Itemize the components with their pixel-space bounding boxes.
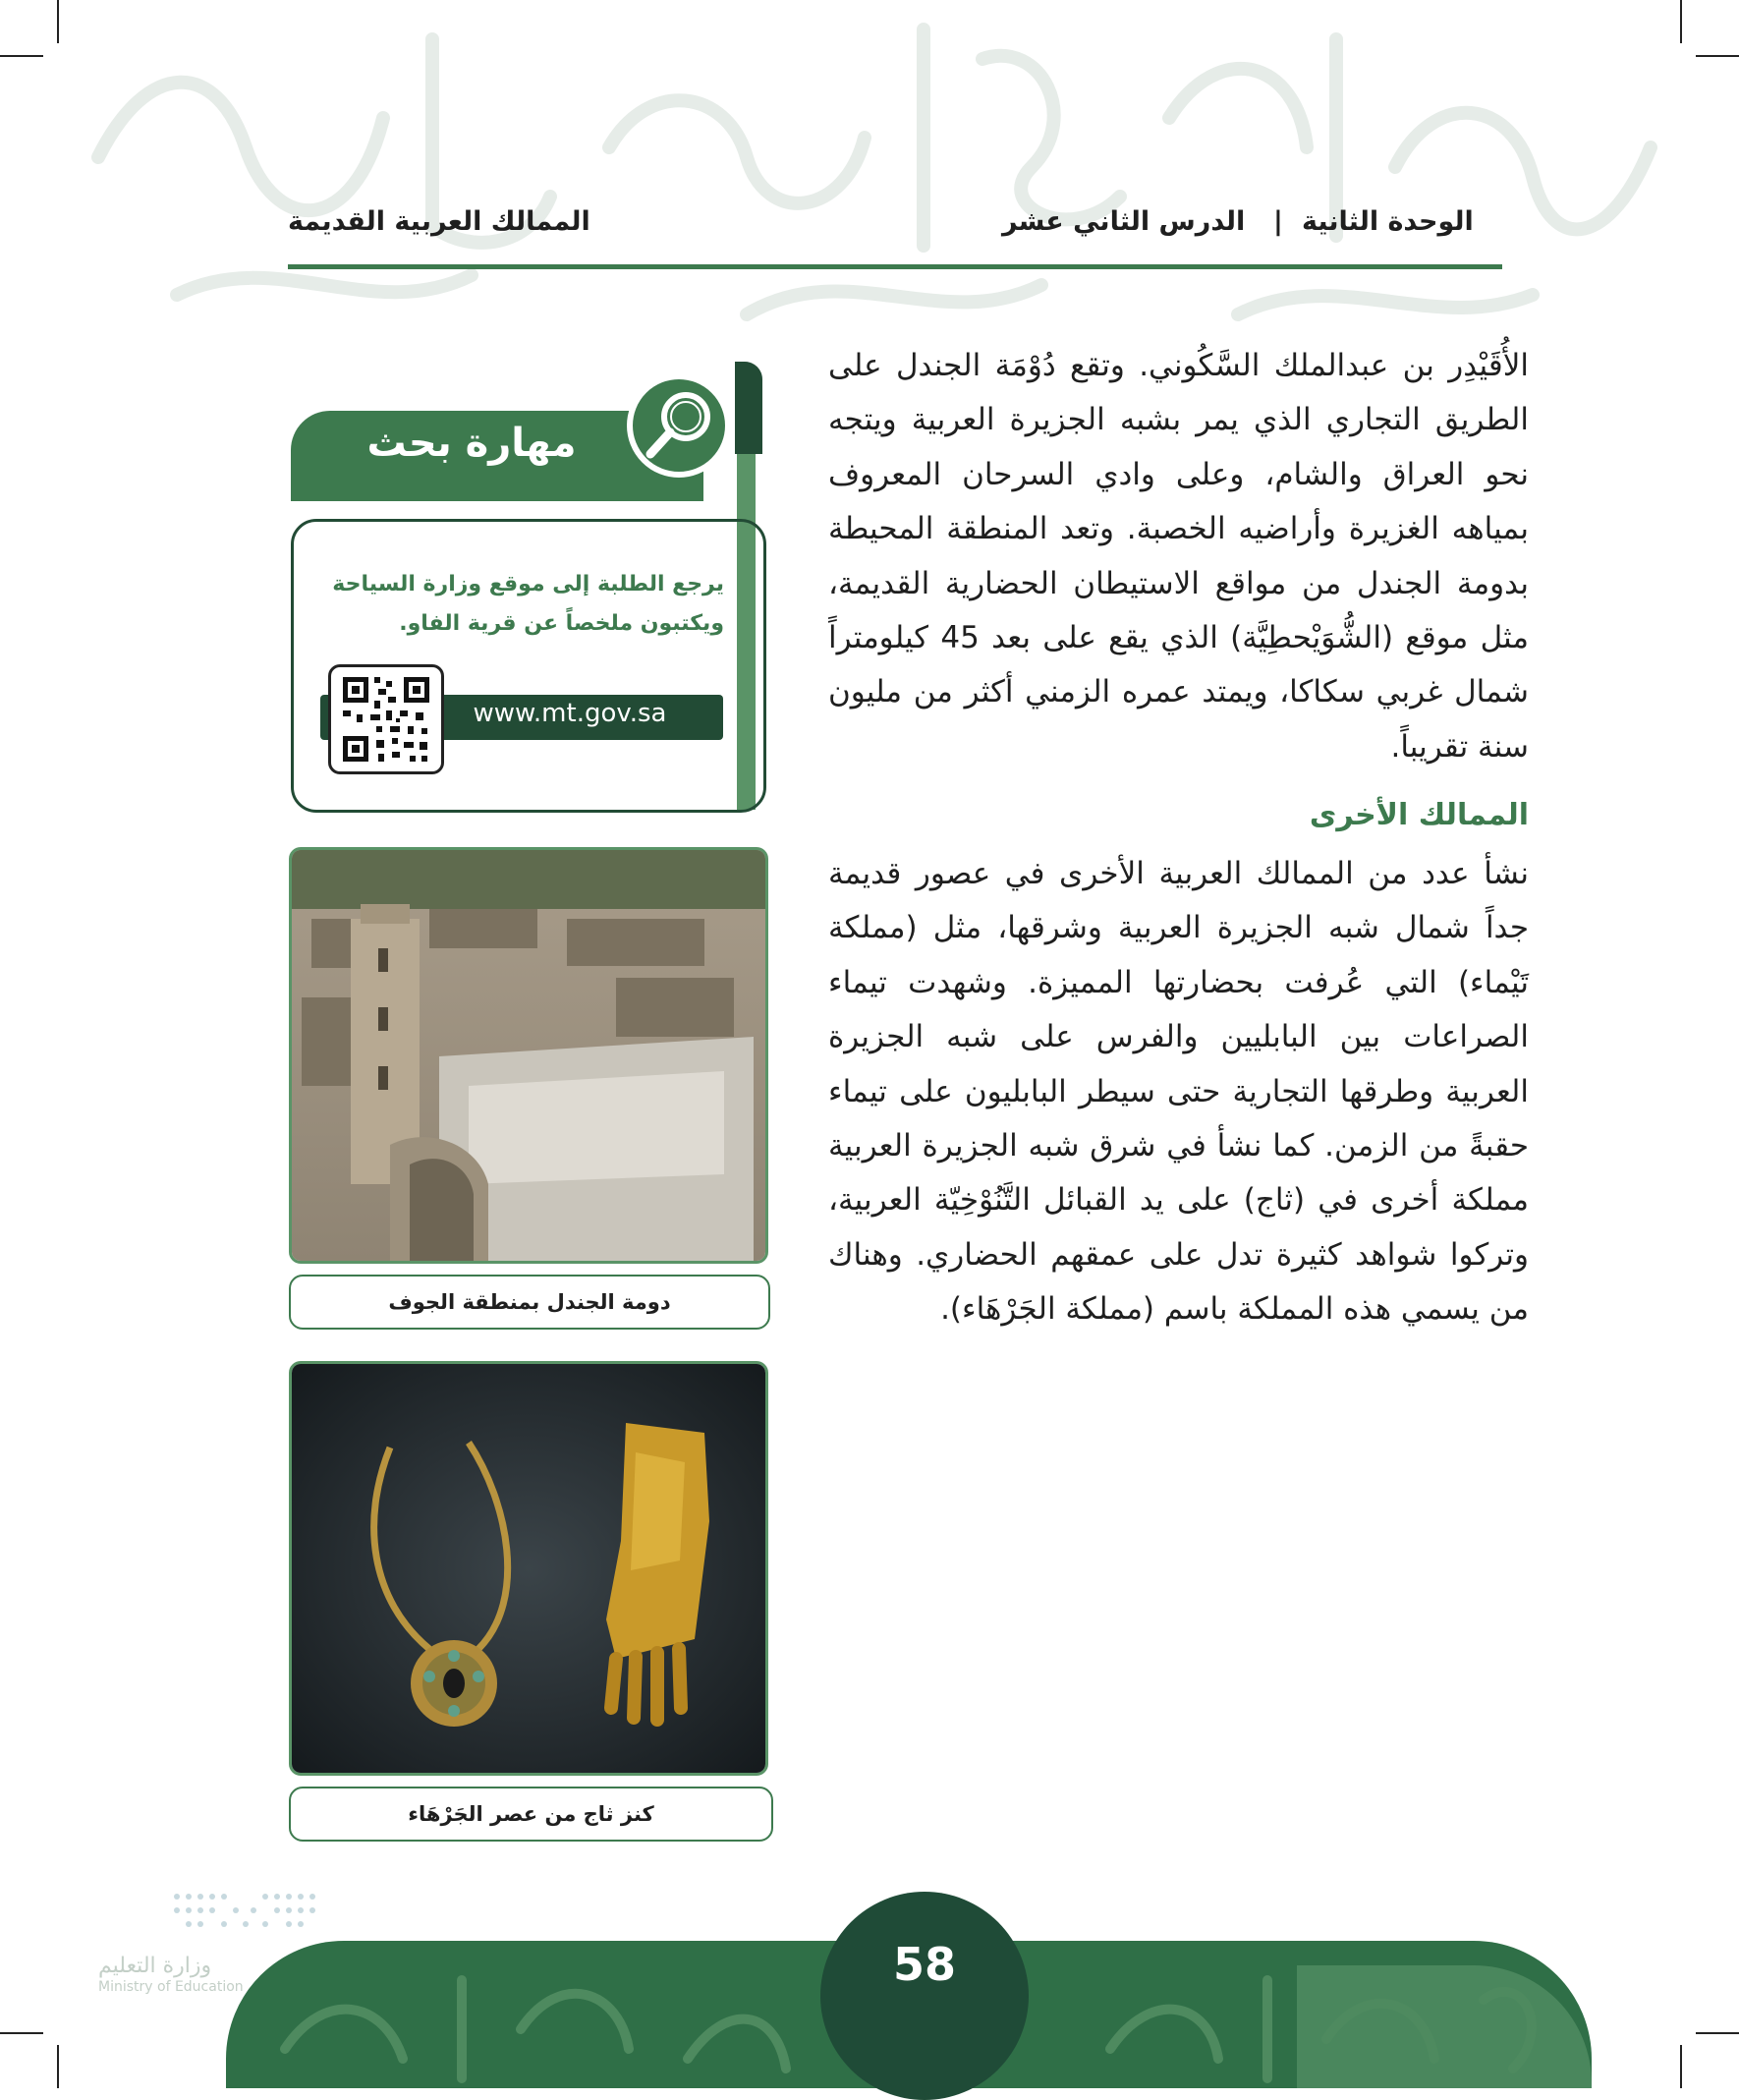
crop-mark — [1680, 0, 1682, 43]
research-url[interactable]: www.mt.gov.sa — [473, 699, 667, 728]
crop-mark — [1680, 2045, 1682, 2088]
crop-mark — [1696, 2032, 1739, 2034]
thaj-treasure-photo — [289, 1361, 768, 1776]
crop-mark — [0, 55, 43, 57]
page-number: 58 — [892, 1938, 956, 1991]
magnifier-icon — [627, 373, 731, 478]
header-unit: الوحدة الثانية — [1302, 206, 1474, 237]
ministry-logo-text: وزارة التعليم — [98, 1954, 212, 1978]
qr-code-icon[interactable] — [328, 664, 444, 774]
section-heading: الممالك الأخرى — [1309, 798, 1529, 832]
header-lesson: الدرس الثاني عشر — [1002, 206, 1246, 237]
ministry-logo-subtext: Ministry of Education — [98, 1979, 244, 1995]
crop-mark — [0, 2032, 43, 2034]
body-paragraph-1: الأُقَيْدِر بن عبدالملك السَّكُوني. وتقع دُوْمَة الجندل على الطريق التجاري الذي يمر بشبه الجزيرة العربية ويتجه نحو العراق والشام، وعلى وادي السرحان المعروف بمياهه الغزيرة وأراضيه الخصبة. وتعد المنطقة المحيطة بدومة الجندل من مواقع الاستيطان الحضارية القديمة، مثل موقع (الشُّوَيْحطِيَّة) الذي يقع على بعد 45 كيلومتراً شمال غربي سكاكا، ويمتد عمره الزمني أكثر من مليون سنة تقريباً. — [828, 348, 1530, 765]
figure-caption: كنز ثاج من عصر الجَرْهَاء — [289, 1787, 773, 1842]
calligraphy-background — [59, 0, 1680, 354]
header-divider — [288, 264, 1502, 269]
header-separator: | — [1273, 206, 1283, 237]
research-instruction: يرجع الطلبة إلى موقع وزارة السياحة ويكتبون ملخصاً عن قرية الفاو. — [332, 572, 724, 636]
crop-mark — [1696, 55, 1739, 57]
crop-mark — [57, 2045, 59, 2088]
dumat-al-jandal-photo — [289, 847, 768, 1264]
card-accent-bar — [735, 362, 762, 454]
research-title: مهارة بحث — [366, 421, 577, 466]
page-number-badge — [820, 1892, 1029, 2100]
header-title: الممالك العربية القديمة — [288, 206, 590, 237]
ministry-logo-icon — [167, 1887, 324, 1946]
body-paragraph-2: نشأ عدد من الممالك العربية الأخرى في عصور قديمة جداً شمال شبه الجزيرة العربية وشرقها، مثل (مملكة تَيْماء) التي عُرفت بحضارتها المميزة. وشهدت تيماء الصراعات بين البابليين والفرس على شبه الجزيرة العربية وطرقها التجارية حتى سيطر البابليون على تيماء حقبةً من الزمن. كما نشأ في شرق شبه الجزيرة العربية مملكة أخرى في (ثاج) على يد القبائل التَّنُوْخِيّة العربية، وتركوا شواهد كثيرة تدل على عمقهم الحضاري. وهناك من يسمي هذه المملكة باسم (مملكة الجَرْهَاء). — [828, 856, 1529, 1328]
figure-caption: دومة الجندل بمنطقة الجوف — [289, 1275, 770, 1330]
